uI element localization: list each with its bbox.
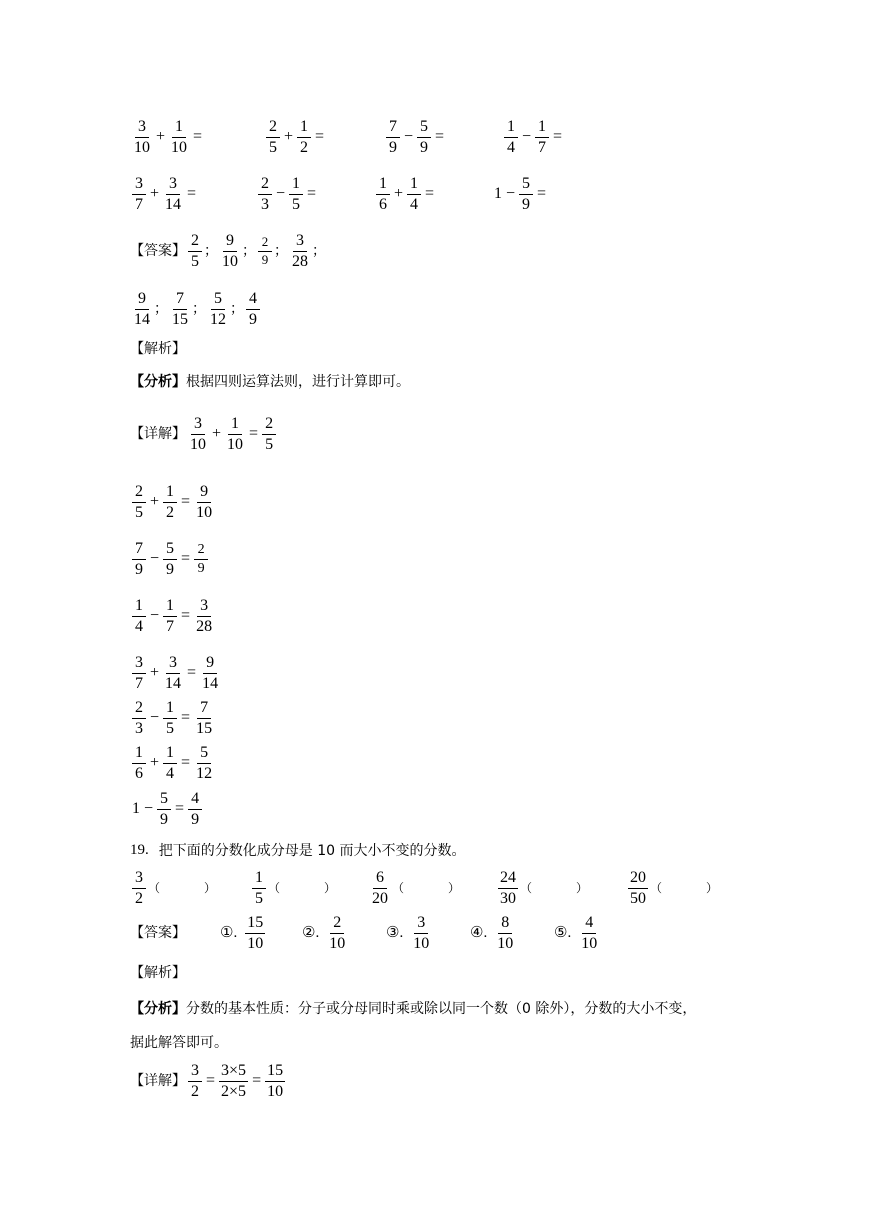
fraction: [188, 1062, 202, 1100]
numerator: 1: [252, 869, 266, 889]
equals-sign: =: [307, 185, 317, 203]
fraction: [132, 540, 146, 578]
denominator: 5: [292, 195, 301, 213]
denominator: 14: [165, 195, 182, 213]
problem-1-1: [130, 118, 264, 156]
fraction: [132, 290, 152, 328]
fraction: [628, 869, 648, 907]
numerator: 2: [258, 235, 272, 251]
detail-label: 【详解】: [130, 426, 186, 443]
separator: ；: [242, 243, 256, 260]
fraction: [208, 290, 228, 328]
denominator: 10: [413, 934, 430, 952]
detail-3: [130, 540, 210, 578]
fraction: [407, 175, 421, 213]
fraction: [219, 1062, 248, 1100]
problem-row-1: [130, 118, 564, 156]
item-3: [368, 869, 496, 907]
operator: −: [144, 800, 154, 818]
denominator: 9: [261, 251, 269, 267]
denominator: 9: [522, 195, 531, 213]
answer-label: 【答案】: [130, 925, 186, 942]
answer-4: [470, 914, 554, 952]
fraction: [163, 483, 177, 521]
separator: ；: [204, 243, 218, 260]
denominator: 7: [135, 195, 143, 213]
fraction: [376, 175, 390, 213]
fraction: [504, 118, 518, 156]
equals-sign: =: [537, 185, 547, 203]
numerator: 1: [163, 483, 177, 503]
numerator: 3: [188, 1062, 202, 1082]
separator: ；: [154, 301, 168, 318]
numerator: 15: [265, 1062, 285, 1082]
fraction: [262, 415, 276, 453]
denominator: 30: [500, 889, 516, 907]
equals-sign: =: [206, 1072, 216, 1090]
numerator: 3: [197, 597, 211, 617]
denominator: 10: [134, 138, 150, 156]
detail-1: [130, 415, 278, 453]
denominator: 10: [227, 435, 244, 453]
denominator: 15: [172, 310, 188, 328]
numerator: 1: [172, 118, 186, 138]
denominator: 28: [196, 617, 213, 635]
numerator: 3: [166, 175, 180, 195]
answer-mark: ⑤.: [554, 924, 572, 941]
analysis-label: 【解析】: [130, 341, 186, 357]
numerator: 3: [293, 232, 307, 252]
denominator: 4: [135, 617, 143, 635]
fraction: [132, 744, 146, 782]
numerator: 7: [173, 290, 187, 310]
answer-blank[interactable]: [268, 882, 336, 894]
equals-sign: =: [181, 754, 191, 772]
denominator: 9: [197, 560, 205, 576]
paren-open: （: [650, 881, 663, 896]
equals-sign: =: [181, 607, 191, 625]
numerator: 1: [289, 175, 303, 195]
denominator: 9: [166, 560, 175, 578]
numerator: 1: [132, 597, 146, 617]
detail-8: [130, 790, 204, 828]
numerator: 1: [163, 699, 177, 719]
numerator: 3: [191, 415, 205, 435]
answer-mark: ①.: [220, 924, 238, 941]
denominator: 10: [190, 435, 206, 453]
fraction: [258, 175, 272, 213]
denominator: 14: [134, 310, 150, 328]
whole-number: 1: [132, 800, 140, 818]
item-2: [250, 869, 368, 907]
paren-open: （: [520, 881, 533, 896]
numerator: 1: [228, 415, 242, 435]
denominator: 10: [497, 934, 514, 952]
equals-sign: =: [315, 128, 325, 146]
paren-open: （: [392, 881, 405, 896]
fraction: [163, 654, 183, 692]
denominator: 2: [166, 503, 175, 521]
fraction: [188, 232, 202, 270]
fraction: [132, 869, 146, 907]
paren-close: ）: [705, 881, 718, 896]
equals-sign: =: [252, 1072, 262, 1090]
paren-open: （: [148, 881, 161, 896]
operator: +: [212, 425, 222, 443]
fraction: [132, 654, 146, 692]
operator: −: [150, 607, 160, 625]
equals-sign: =: [425, 185, 435, 203]
numerator: 5: [163, 540, 177, 560]
fraction: [132, 597, 146, 635]
fraction: [245, 914, 265, 952]
fenxi-line-19: [130, 1002, 696, 1016]
detail-4: [130, 597, 216, 635]
numerator: 1: [132, 744, 146, 764]
fraction: [163, 744, 177, 782]
problem-2-3: [374, 175, 492, 213]
answer-19: [130, 914, 601, 952]
answer-row-2: [130, 290, 262, 328]
denominator: 12: [196, 764, 213, 782]
numerator: 8: [498, 914, 512, 934]
numerator: 1: [407, 175, 421, 195]
numerator: 9: [135, 290, 149, 310]
equals-sign: =: [553, 128, 563, 146]
detail-7: [130, 744, 216, 782]
denominator: 28: [292, 252, 308, 270]
fraction: [258, 235, 272, 267]
problem-2-2: [256, 175, 374, 213]
denominator: 9: [420, 138, 429, 156]
denominator: 3: [135, 719, 143, 737]
whole-number: 1: [494, 185, 502, 203]
item-1: [130, 869, 250, 907]
equals-sign: =: [249, 425, 259, 443]
numerator: 3: [166, 654, 180, 674]
denominator: 5: [255, 889, 263, 907]
numerator: 3: [414, 914, 428, 934]
operator: −: [150, 550, 160, 568]
answer-blank[interactable]: [650, 882, 718, 894]
fraction: [132, 483, 146, 521]
fraction: [132, 118, 152, 156]
separator: ；: [274, 243, 288, 260]
fenxi-line: [130, 375, 410, 389]
denominator: 6: [135, 764, 143, 782]
operator: +: [150, 493, 160, 511]
numerator: 7: [197, 699, 211, 719]
denominator: 7: [538, 138, 547, 156]
paren-close: ）: [323, 881, 336, 896]
numerator: 2: [132, 699, 146, 719]
numerator: 9: [203, 654, 217, 674]
fenxi-text: 根据四则运算法则，进行计算即可。: [186, 374, 410, 390]
denominator: 50: [630, 889, 646, 907]
denominator: 9: [191, 810, 200, 828]
equals-sign: =: [187, 185, 197, 203]
numerator: 2: [188, 232, 202, 252]
numerator: 1: [504, 118, 518, 138]
numerator: 5: [519, 175, 533, 195]
operator: +: [394, 185, 404, 203]
operator: −: [150, 709, 160, 727]
question-number: 19.: [130, 842, 149, 858]
answer-mark: ③.: [386, 924, 404, 941]
denominator: 4: [507, 138, 515, 156]
fraction: [163, 597, 177, 635]
numerator: 5: [211, 290, 225, 310]
problem-1-4: [502, 118, 564, 156]
equals-sign: =: [181, 550, 191, 568]
fraction: [252, 869, 266, 907]
equals-sign: =: [435, 128, 445, 146]
denominator: 9: [135, 560, 143, 578]
operator: +: [156, 128, 166, 146]
question-19: [130, 843, 465, 858]
fraction: [188, 415, 208, 453]
fraction: [290, 232, 310, 270]
fenxi-label: 【分析】: [130, 1001, 186, 1017]
numerator: 2: [266, 118, 280, 138]
answer-mark: ④.: [470, 924, 488, 941]
fraction: [194, 744, 214, 782]
denominator: 3: [261, 195, 269, 213]
denominator: 10: [329, 934, 346, 952]
numerator: 4: [246, 290, 260, 310]
denominator: 7: [135, 674, 143, 692]
item-4: [496, 869, 626, 907]
answer-blank[interactable]: [148, 882, 216, 894]
numerator: 2: [132, 483, 146, 503]
paren-close: ）: [203, 881, 216, 896]
answer-blank[interactable]: [392, 882, 460, 894]
denominator: 20: [372, 889, 388, 907]
denominator: 5: [191, 252, 199, 270]
fraction: [170, 290, 190, 328]
answer-row-1: [130, 232, 326, 270]
numerator: 3×5: [219, 1062, 248, 1082]
fraction: [163, 175, 183, 213]
numerator: 1: [297, 118, 311, 138]
numerator: 1: [163, 597, 177, 617]
paren-open: （: [268, 881, 281, 896]
denominator: 14: [202, 674, 219, 692]
equals-sign: =: [181, 709, 191, 727]
numerator: 1: [535, 118, 549, 138]
denominator: 10: [247, 934, 264, 952]
denominator: 5: [269, 138, 277, 156]
numerator: 2: [262, 415, 276, 435]
numerator: 5: [157, 790, 171, 810]
numerator: 3: [135, 118, 149, 138]
fenxi-text-1: 分数的基本性质：分子或分母同时乘或除以同一个数（0 除外），分数的大小不变，: [186, 1001, 697, 1017]
denominator: 4: [166, 764, 175, 782]
numerator: 5: [197, 744, 211, 764]
equals-sign: =: [187, 664, 197, 682]
fraction: [535, 118, 549, 156]
denominator: 6: [379, 195, 387, 213]
answer-label: 【答案】: [130, 243, 186, 260]
fenxi-label: 【分析】: [130, 374, 186, 390]
numerator: 3: [132, 869, 146, 889]
denominator: 9: [160, 810, 169, 828]
denominator: 10: [222, 252, 238, 270]
numerator: 4: [188, 790, 202, 810]
problem-2-1: [130, 175, 256, 213]
denominator: 10: [267, 1082, 284, 1100]
fraction: [163, 699, 177, 737]
fraction: [225, 415, 245, 453]
fraction: [386, 118, 400, 156]
fraction: [370, 869, 390, 907]
fraction: [579, 914, 599, 952]
separator: ；: [192, 301, 206, 318]
separator: ；: [312, 243, 326, 260]
fraction: [220, 232, 240, 270]
answer-mark: ②.: [302, 924, 320, 941]
detail-6: [130, 699, 216, 737]
denominator: 2: [135, 889, 143, 907]
fraction: [200, 654, 220, 692]
operator: −: [276, 185, 286, 203]
fraction: [163, 540, 177, 578]
fraction: [194, 483, 214, 521]
question-text: 把下面的分数化成分母是 10 而大小不变的分数。: [158, 842, 466, 859]
denominator: 7: [166, 617, 175, 635]
fraction: [495, 914, 515, 952]
denominator: 14: [165, 674, 182, 692]
numerator: 2: [330, 914, 344, 934]
fraction: [297, 118, 311, 156]
fenxi-line-19-2: 据此解答即可。: [130, 1035, 228, 1051]
numerator: 7: [386, 118, 400, 138]
numerator: 1: [376, 175, 390, 195]
numerator: 20: [628, 869, 648, 889]
denominator: 10: [581, 934, 598, 952]
numerator: 24: [498, 869, 518, 889]
answer-2: [302, 914, 386, 952]
numerator: 6: [373, 869, 387, 889]
equals-sign: =: [181, 493, 191, 511]
detail-2: [130, 483, 216, 521]
answer-blank[interactable]: [520, 882, 588, 894]
fraction: [266, 118, 280, 156]
fraction: [246, 290, 260, 328]
operator: +: [150, 185, 160, 203]
paren-close: ）: [575, 881, 588, 896]
problem-1-2: [264, 118, 384, 156]
problem-row-2: [130, 175, 548, 213]
denominator: 10: [171, 138, 188, 156]
answer-5: [554, 914, 601, 952]
denominator: 2: [191, 1082, 199, 1100]
fraction: [169, 118, 189, 156]
answer-3: [386, 914, 470, 952]
fraction: [157, 790, 171, 828]
denominator: 5: [166, 719, 175, 737]
fraction: [417, 118, 431, 156]
denominator: 4: [410, 195, 419, 213]
analysis-label-19: 【解析】: [130, 965, 186, 981]
equals-sign: =: [175, 800, 185, 818]
denominator: 5: [135, 503, 143, 521]
item-5: [626, 869, 718, 907]
denominator: 5: [265, 435, 274, 453]
numerator: 5: [417, 118, 431, 138]
numerator: 9: [223, 232, 237, 252]
detail-label: 【详解】: [130, 1073, 186, 1090]
fraction: [265, 1062, 285, 1100]
problem-2-4: [492, 175, 548, 213]
question-19-items: [130, 869, 718, 907]
numerator: 15: [245, 914, 265, 934]
operator: −: [506, 185, 516, 203]
fraction: [194, 699, 214, 737]
denominator: 9: [249, 310, 257, 328]
numerator: 2: [194, 542, 208, 559]
operator: +: [150, 754, 160, 772]
problem-1-3: [384, 118, 502, 156]
paren-close: ）: [447, 881, 460, 896]
operator: +: [284, 128, 294, 146]
fraction: [132, 175, 146, 213]
denominator: 15: [196, 719, 213, 737]
separator: ；: [230, 301, 244, 318]
fraction: [132, 699, 146, 737]
fraction: [498, 869, 518, 907]
denominator: 9: [389, 138, 397, 156]
answer-1: [220, 914, 302, 952]
denominator: 2×5: [221, 1082, 247, 1100]
fraction: [327, 914, 347, 952]
fraction: [289, 175, 303, 213]
detail-5: [130, 654, 222, 692]
numerator: 7: [132, 540, 146, 560]
operator: −: [404, 128, 414, 146]
denominator: 10: [196, 503, 213, 521]
detail-19: [130, 1062, 287, 1100]
denominator: 2: [300, 138, 309, 156]
numerator: 4: [582, 914, 596, 934]
fraction: [188, 790, 202, 828]
numerator: 9: [197, 483, 211, 503]
denominator: 12: [210, 310, 226, 328]
numerator: 2: [258, 175, 272, 195]
fraction: [411, 914, 431, 952]
numerator: 3: [132, 654, 146, 674]
equals-sign: =: [193, 128, 203, 146]
operator: +: [150, 664, 160, 682]
fraction: [519, 175, 533, 213]
fraction: [194, 542, 208, 576]
numerator: 1: [163, 744, 177, 764]
numerator: 3: [132, 175, 146, 195]
fraction: [194, 597, 214, 635]
operator: −: [522, 128, 532, 146]
